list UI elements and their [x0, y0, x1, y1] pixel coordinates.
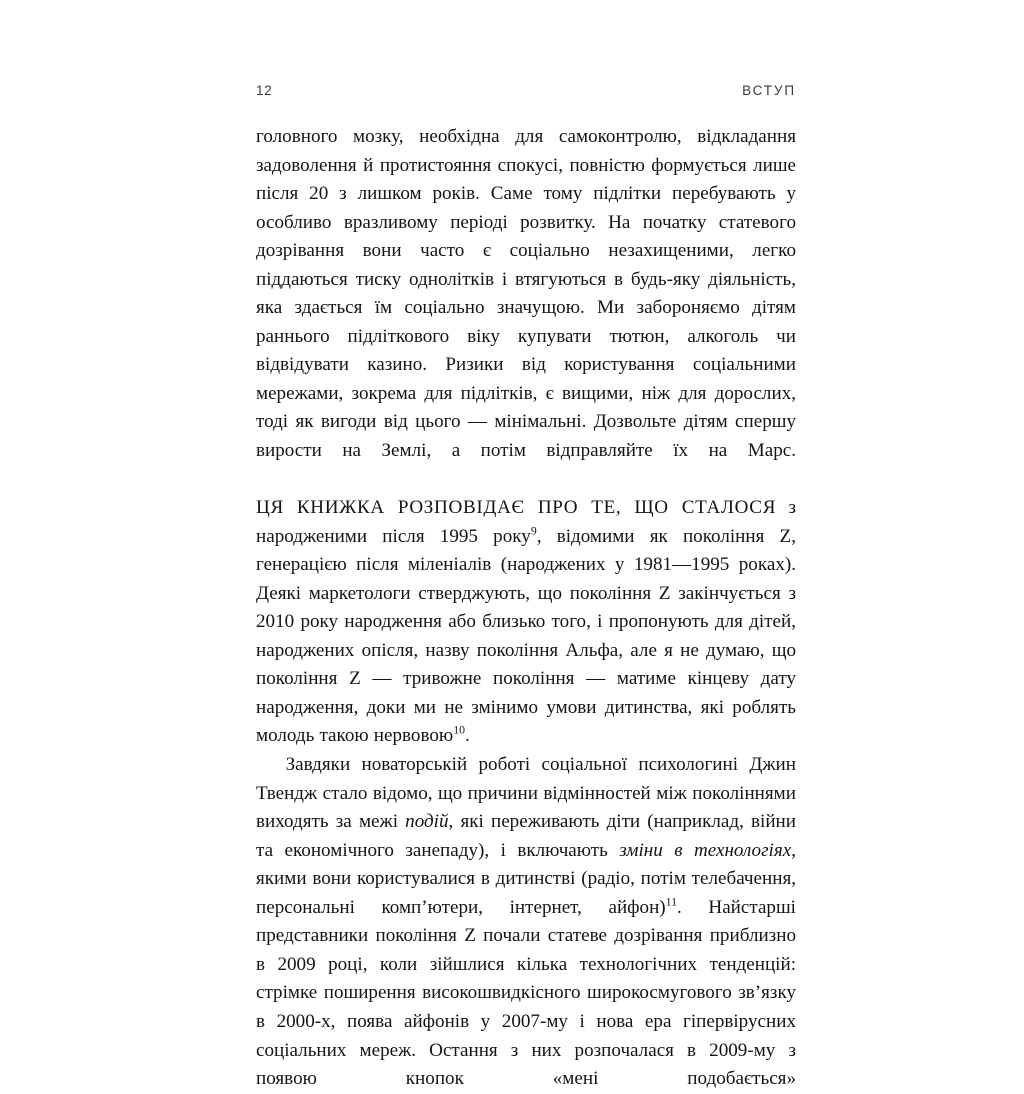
- italic-phrase-podii: подій: [405, 811, 449, 833]
- small-caps-lead-in: ЦЯ КНИЖКА РОЗПОВІДАЄ ПРО ТЕ, ЩО СТАЛОСЯ: [256, 497, 777, 519]
- paragraph-generation-z: [256, 494, 796, 751]
- paragraph-twenge-text-b: , які переживають діти (наприклад, війни та економічного занепаду), і включають: [256, 811, 796, 861]
- footnote-marker-11: 11: [665, 894, 678, 909]
- paragraph-generation-z-text-a: з народженими після 1995 року: [256, 497, 797, 547]
- body-text-block: [256, 123, 796, 1094]
- running-head: [256, 83, 796, 99]
- paragraph-twenge-text-c: , якими вони користувалися в дитинстві (радіо, потім телебачення, персональні комп’ютери, інтернет, айфон): [256, 839, 796, 918]
- paragraph-twenge-text-a: Завдяки новаторській роботі соціальної психологині Джин Твендж стало відомо, що причини відмінностей між поколіннями виходять за межі: [256, 754, 796, 833]
- footnote-marker-10: 10: [453, 723, 466, 738]
- chapter-title: ВСТУП: [742, 83, 796, 98]
- page-number: 12: [256, 83, 273, 98]
- footnote-marker-9: 9: [530, 523, 537, 538]
- paragraph-continued-brain-development: головного мозку, необхідна для самоконтролю, відкладання задоволення й протистояння спокусі, повністю формується лише після 20 з лишком років. Саме тому підлітки перебувають у особливо вразливому періоді розвитку. На початку статевого дозрівання вони часто є соціально незахищеними, легко піддаються тиску однолітків і втягуються в будь-яку діяльність, яка здається їм соціально значущою. Ми забороняємо дітям раннього підліткового віку купувати тютюн, алкоголь чи відвідувати казино. Ризики від користування соціальними мережами, зокрема для підлітків, є вищими, ніж для дорослих, тоді як вигоди від цього — мінімальні. Дозвольте дітям спершу вирости на Землі, а потім відправляйте їх на Марс.: [256, 126, 796, 462]
- paragraph-generation-z-text-b: , відомими як покоління Z, генерацією після міленіалів (народжених у 1981—1995 роках). Деякі маркетологи стверджують, що покоління Z закінчується з 2010 року народження або близько того, і пропонують для дітей, народжених опісля, назву покоління Альфа, але я не думаю, що покоління Z — тривожне покоління — матиме кінцеву дату народження, доки ми не змінимо умови дитинства, які роблять молодь такою нервовою: [256, 525, 796, 747]
- paragraph-twenge-text-d: . Найстарші представники покоління Z почали статеве дозрівання приблизно в 2009 році, коли зійшлися кілька технологічних тенденцій: стрімке поширення високошвидкісного широкосмугового зв’язку в 2000-х, поява айфонів у 2007-му і нова ера гіпервірусних соціальних мереж. Остання з них розпочалася в 2009-му з появою кнопок «мені подобається»: [256, 896, 796, 1090]
- paragraph-generation-z-text-c: .: [465, 725, 470, 747]
- paragraph-twenge-technology: [256, 751, 796, 1094]
- italic-phrase-zminy-v-tehnolohiyah: зміни в технологіях: [619, 839, 792, 861]
